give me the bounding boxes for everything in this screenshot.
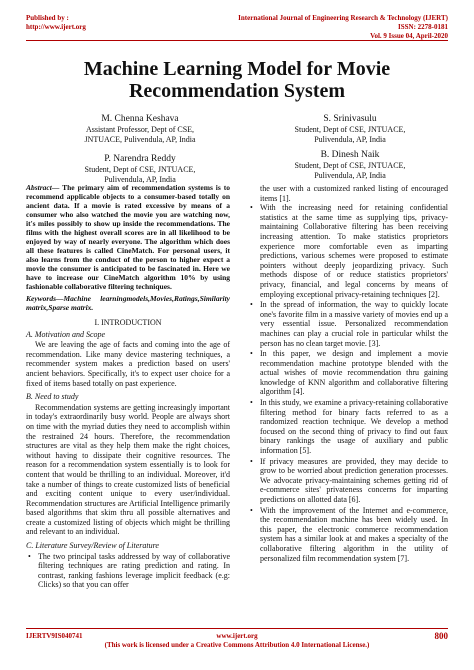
list-item-text: In this paper, we design and implement a movie recommendation machine prototype blended with the actual wishes of movie recommendation thru gaining knowledge of KNN algorithm and collaborative filtering algorithm [4]. (260, 349, 448, 397)
bullet-icon: • (250, 398, 253, 408)
list-item (248, 398, 448, 456)
header-divider (26, 40, 448, 41)
paper-id: IJERTV9IS040741 (26, 632, 83, 640)
license-notice: (This work is licensed under a Creative Commons Attribution 4.0 International License.) (104, 641, 370, 649)
list-item-text: In this study, we examine a privacy-retaining collaborative filtering method for binary facts referred to as a randomized reaction technique. We develop a method focused on the second thing of privacy to find out faux binary rankings the usage of auxiliary and public information [5]. (260, 398, 448, 456)
header-right (370, 23, 448, 41)
author-affiliation: Student, Dept of CSE, JNTUACE, (294, 161, 406, 170)
author-affiliation: JNTUACE, Pulivendula, AP, India (84, 135, 196, 144)
abstract-text: The primary aim of recommendation systems is to recommend applicable objects to a consumer-based totally on ancient data. If a movie is rated excessive by means of a consumer who also watched the movie you are watching now, it's miles possibly to show up inside the recommendations. The films with the highest overall scores are in all likelihood to be enjoyed by way of nearly everyone. The algorithm which does all these features is called CineMatch. For personal users, it also learns from the conduct of the person to higher expect a movie the consumer is anticipated to be fascinated in. Here we have to increase our CineMatch algorithm 10% by using fashionable collaborative filtering techniques. (26, 183, 230, 291)
issn: ISSN: 2278-0181 (398, 23, 448, 31)
list-item (26, 552, 230, 590)
author-name: P. Narendra Reddy (104, 154, 176, 164)
bullet-icon: • (250, 349, 253, 359)
bullet-icon: • (250, 300, 253, 310)
published-by: Published by : (26, 14, 69, 22)
title-line-1: Machine Learning Model for Movie (83, 58, 391, 80)
list-item-text: With the improvement of the Internet and e-commerce, the recommendation machine has been widely used. In this paper, the electronic commerce recommendation system has a similar look at and makes a specialty of the collaborative filtering algorithm in the utility of personalized film recommendation system [7]. (260, 505, 448, 563)
volume-issue: Vol. 9 Issue 04, April-2020 (370, 32, 448, 40)
subsection-heading-c: C. Literature Survey/Review of Literature (26, 541, 159, 551)
page-header (26, 14, 448, 52)
list-item-text: The two principal tasks addressed by way of collaborative filtering techniques are rating prediction and rating. In contrast, ranking fashions leverage implicit feedback (e.g: Clicks) so that you can offer (38, 551, 230, 590)
list-item-text: With the increasing need for retaining confidential statistics at the same time as supplying tips, privacy-maintaining Collaborative filtering has been receiving increasing attention. To make statistics proprietors experience more comfortable even as imparting predictions, various schemes were proposed to estimate pointers without deeply jeopardizing privacy. Such methods dispose of or reduce statistics proprietors' privacy, financial, and legal concerns by means of employing exceptional privacy-retaining techniques [2]. (260, 203, 448, 299)
left-column (26, 183, 230, 591)
author-name: S. Srinivasulu (323, 114, 377, 124)
list-item (248, 506, 448, 564)
bullet-icon: • (28, 551, 31, 561)
footer-divider (26, 628, 448, 629)
author-block-3 (60, 154, 220, 185)
section-heading-introduction: I. INTRODUCTION (94, 318, 162, 327)
author-block-2 (270, 114, 430, 145)
list-item (248, 203, 448, 299)
literature-list-continued (248, 203, 448, 563)
list-item-text: If privacy measures are provided, they may decide to grow to be worried about prediction generation processes. We advocate privacy-maintaining schemes getting rid of e-commerce sites' privateness concerns for imparting predictions on allotted data [6]. (260, 456, 448, 504)
bullet-icon: • (250, 505, 253, 515)
author-block-1 (60, 114, 220, 145)
literature-list (26, 552, 230, 590)
list-item (248, 300, 448, 348)
paragraph-motivation: We are leaving the age of facts and coming into the age of recommendation. Like many device mastering techniques, a recommender system makes a prediction based on users' ancient behaviors. Specifically, it's to expect user choice for a fixed of items based totally on past experience. (26, 340, 230, 388)
subsection-heading-a: A. Motivation and Scope (26, 329, 106, 339)
author-name: M. Chenna Keshava (101, 114, 179, 124)
author-block-4 (270, 150, 430, 181)
author-affiliation: Student, Dept of CSE, JNTUACE, (294, 125, 406, 134)
author-affiliation: Student, Dept of CSE, JNTUACE, (84, 165, 196, 174)
author-name: B. Dinesh Naik (320, 150, 380, 160)
bullet-icon: • (250, 456, 253, 466)
paragraph-need-to-study: Recommendation systems are getting increasingly important in today's extraordinarily busy world. People are always short on time with the myriad duties they need to accomplish within the restrained 24 hours. Therefore, the recommendation structures are vital as they help them make the right choices, without having to dissipate their cognitive resources. The reason for a recommendation system essentially is to look for content that would be thrilling to an individual. Moreover, it'd take a number of things to create customized lists of beneficial and exciting content unique to every user/individual. Recommendation structures are Artificial Intelligence primarily based algorithms that skim thru all possible alternatives and create a customized listing of objects which might be thrilling and relevant to an individual. (26, 402, 230, 537)
author-affiliation: Pulivendula, AP, India (104, 175, 176, 184)
footer-url-link[interactable]: www.ijert.org (216, 632, 258, 640)
title-line-2: Recommendation System (128, 80, 346, 102)
abstract-label: Abstract— (26, 183, 60, 192)
author-affiliation: Pulivendula, AP, India (314, 171, 386, 180)
header-url-link[interactable]: http://www.ijert.org (26, 23, 86, 31)
abstract (26, 183, 230, 291)
list-item (248, 457, 448, 505)
keywords: Keywords—Machine learningmodels,Movies,Ratings,Similarity matrix,Sparse matrix. (26, 294, 230, 312)
list-item (248, 349, 448, 397)
page-number: 800 (434, 631, 448, 641)
bullet-icon: • (250, 203, 253, 213)
right-column (248, 184, 448, 564)
subsection-heading-b: B. Need to study (26, 392, 79, 402)
author-affiliation: Assistant Professor, Dept of CSE, (85, 125, 195, 134)
journal-name: International Journal of Engineering Research & Technology (IJERT) (238, 14, 448, 22)
list-item-text: In the spread of information, the way to quickly locate one's favorite film in a massive variety of movies end up a very essential issue. Personalized recommendation machines can play a crucial role in particular whilst the person has no clean target movie. [3]. (260, 300, 448, 348)
continued-text: the user with a customized ranked listing of encouraged items [1]. (260, 184, 448, 203)
page-footer (26, 632, 448, 652)
paper-title (0, 58, 474, 102)
author-affiliation: Pulivendula, AP, India (314, 135, 386, 144)
